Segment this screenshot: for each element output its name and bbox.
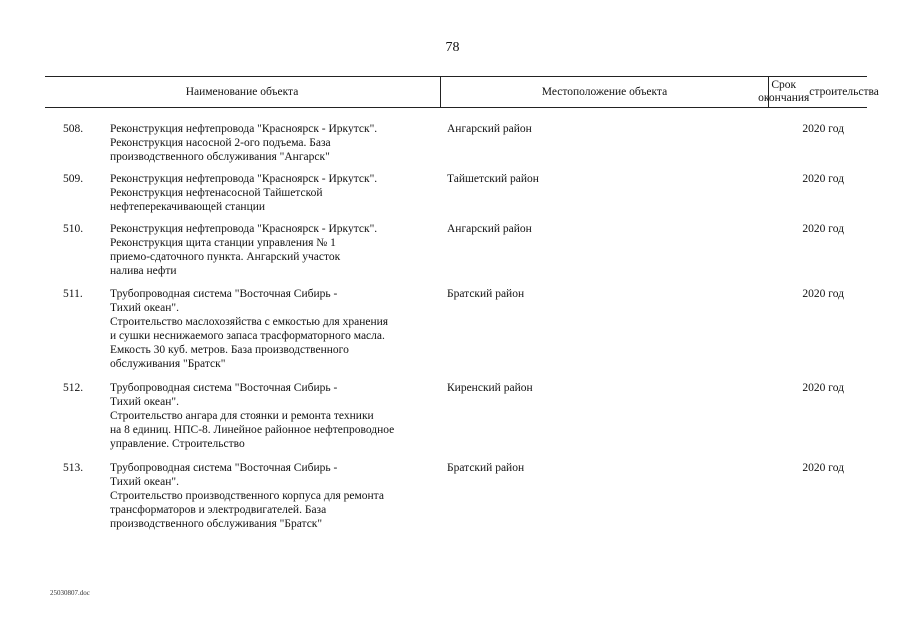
row-number: 512. bbox=[63, 382, 84, 394]
name-line: Реконструкция насосной 2-ого подъема. База bbox=[110, 137, 331, 149]
name-line: Тихий океан". bbox=[110, 396, 179, 408]
row-object-name bbox=[110, 122, 440, 164]
table-header bbox=[45, 76, 879, 108]
row-location: Киренский район bbox=[447, 382, 533, 394]
row-object-name bbox=[110, 172, 440, 214]
row-number: 508. bbox=[63, 123, 84, 135]
name-line: обслуживания "Братск" bbox=[110, 358, 226, 370]
name-line: приемо-сдаточного пункта. Ангарский участок bbox=[110, 251, 341, 263]
name-line: Трубопроводная система "Восточная Сибирь - bbox=[110, 382, 338, 394]
name-line: Строительство производственного корпуса для ремонта bbox=[110, 490, 384, 502]
name-line: Строительство маслохозяйства с емкостью для хранения bbox=[110, 316, 389, 328]
header-deadline-line1: Срок окончания bbox=[758, 79, 810, 104]
row-deadline: 2020 год bbox=[802, 462, 844, 474]
name-line: Тихий океан". bbox=[110, 302, 179, 314]
name-line: Реконструкция нефтепровода "Красноярск - Иркутск". bbox=[110, 173, 378, 185]
name-line: нефтеперекачивающей станции bbox=[110, 201, 266, 213]
name-line: Реконструкция нефтенасосной Тайшетской bbox=[110, 187, 323, 199]
header-object-name: Наименование объекта bbox=[185, 86, 299, 98]
row-object-name bbox=[110, 461, 440, 531]
name-line: Реконструкция нефтепровода "Красноярск - Иркутск". bbox=[110, 123, 378, 135]
name-line: Реконструкция нефтепровода "Красноярск - Иркутск". bbox=[110, 223, 378, 235]
row-object-name bbox=[110, 287, 440, 371]
row-number: 511. bbox=[63, 288, 83, 300]
name-line: управление. Строительство bbox=[110, 438, 245, 450]
row-number: 510. bbox=[63, 223, 84, 235]
row-location: Тайшетский район bbox=[447, 173, 539, 185]
name-line: Емкость 30 куб. метров. База производственного bbox=[110, 344, 349, 356]
name-line: производственного обслуживания "Ангарск" bbox=[110, 151, 330, 163]
row-deadline: 2020 год bbox=[802, 123, 844, 135]
row-location: Ангарский район bbox=[447, 123, 532, 135]
name-line: производственного обслуживания "Братск" bbox=[110, 518, 323, 530]
row-number: 513. bbox=[63, 462, 84, 474]
row-deadline: 2020 год bbox=[802, 173, 844, 185]
name-line: Трубопроводная система "Восточная Сибирь - bbox=[110, 462, 338, 474]
row-location: Братский район bbox=[447, 288, 525, 300]
name-line: и сушки неснижаемого запаса трасформаторного масла. bbox=[110, 330, 385, 342]
row-deadline: 2020 год bbox=[802, 288, 844, 300]
name-line: на 8 единиц. НПС-8. Линейное районное нефтепроводное bbox=[110, 424, 395, 436]
name-line: трансформаторов и электродвигателей. База bbox=[110, 504, 327, 516]
row-deadline: 2020 год bbox=[802, 223, 844, 235]
page-number: 78 bbox=[445, 40, 460, 55]
row-object-name bbox=[110, 222, 440, 278]
row-number: 509. bbox=[63, 173, 84, 185]
name-line: Тихий океан". bbox=[110, 476, 179, 488]
row-deadline: 2020 год bbox=[802, 382, 844, 394]
header-construction-deadline bbox=[758, 77, 879, 107]
name-line: Строительство ангара для стоянки и ремонта техники bbox=[110, 410, 374, 422]
header-object-location: Местоположение объекта bbox=[440, 77, 768, 107]
row-object-name bbox=[110, 381, 440, 451]
row-location: Ангарский район bbox=[447, 223, 532, 235]
name-line: Трубопроводная система "Восточная Сибирь - bbox=[110, 288, 338, 300]
name-line: налива нефти bbox=[110, 265, 177, 277]
document-code: 25030807.doc bbox=[50, 589, 90, 597]
name-line: Реконструкция щита станции управления № 1 bbox=[110, 237, 336, 249]
row-location: Братский район bbox=[447, 462, 525, 474]
header-deadline-line2: строительства bbox=[809, 85, 879, 98]
